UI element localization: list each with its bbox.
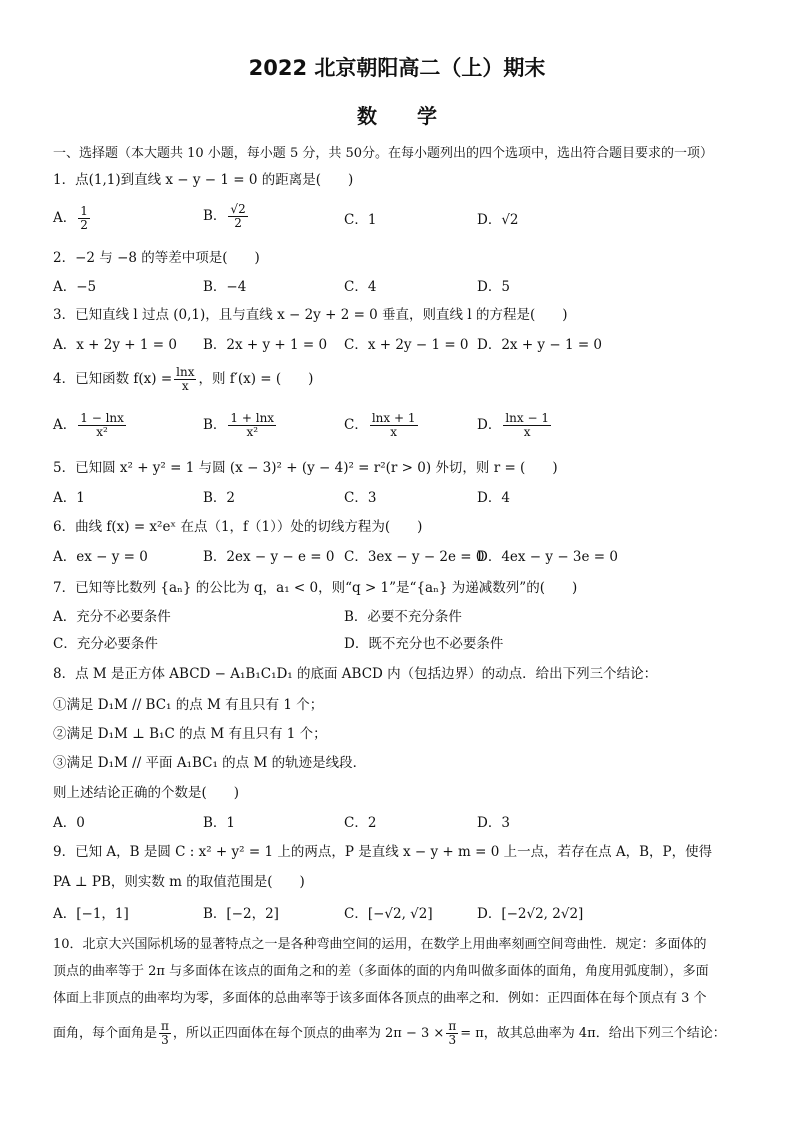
q8-statement-2: ②满足 D₁M ⊥ B₁C 的点 M 有且只有 1 个；	[53, 726, 327, 742]
q10-line4: 面角，每个面角是 $\frac{\pi}{3}$ ，所以正四面体在每个顶点的曲率为 2π − 3 × $\frac{\pi}{3}$ = π，故其总曲率为 4π．给出下列三个结论：	[53, 1019, 726, 1047]
q3-stem: 3．已知直线 l 过点 (0,1)，且与直线 x − 2y + 2 = 0 垂直，则直线 l 的方程是( )	[53, 307, 568, 323]
q4-b-fraction: $\frac{1 + \ln x}{\text{x²}}$	[230, 411, 275, 439]
q6-option-b: B．2ex − y − e = 0	[203, 549, 335, 565]
q8-question: 则上述结论正确的个数是( )	[53, 785, 240, 801]
q6-stem: 6．曲线 f(x) = x²eˣ 在点（1，f（1））处的切线方程为( )	[53, 519, 423, 535]
q1-stem: 1．点(1,1)到直线 x − y − 1 = 0 的距离是( )	[53, 172, 354, 188]
q10-fraction-2: $\frac{\pi}{3}$	[448, 1019, 457, 1047]
q1-a-fraction: $\frac{1}{2}$	[80, 204, 88, 232]
q5-stem: 5．已知圆 x² + y² = 1 与圆 (x − 3)² + (y − 4)² = r²(r > 0) 外切，则 r = ( )	[53, 460, 558, 476]
q3-option-c: C．x + 2y − 1 = 0	[344, 337, 469, 353]
q4-d-fraction: $\frac{\ln x - 1}{x}$	[505, 411, 549, 439]
q6-option-d: D．4ex − y − 3e = 0	[477, 549, 618, 565]
q2-option-a: A．−5	[53, 279, 97, 295]
q8-option-d: D．3	[477, 815, 510, 831]
q4-stem-fraction: $\frac{\ln x}{x}$	[176, 365, 195, 393]
q6-option-a: A．ex − y = 0	[53, 549, 148, 565]
q9-stem-line1: 9．已知 A，B 是圆 C : x² + y² = 1 上的两点，P 是直线 x − y + m = 0 上一点，若存在点 A，B，P，使得	[53, 844, 713, 860]
q4-c-fraction: $\frac{\ln x + 1}{x}$	[371, 411, 416, 439]
q8-statement-1: ①满足 D₁M // BC₁ 的点 M 有且只有 1 个；	[53, 697, 324, 713]
q3-option-a: A．x + 2y + 1 = 0	[53, 337, 177, 353]
q8-option-c: C．2	[344, 815, 377, 831]
q9-option-d: D．[−2√2, 2√2]	[477, 906, 584, 922]
q5-option-c: C．3	[344, 490, 377, 506]
q9-stem-line2: PA ⊥ PB，则实数 m 的取值范围是( )	[53, 874, 305, 890]
q5-option-b: B．2	[203, 490, 236, 506]
q8-option-a: A．0	[53, 815, 85, 831]
q8-statement-3: ③满足 D₁M // 平面 A₁BC₁ 的点 M 的轨迹是线段．	[53, 755, 367, 771]
q6-option-c: C．3ex − y − 2e = 0	[344, 549, 485, 565]
q7-stem: 7．已知等比数列 {aₙ} 的公比为 q，a₁ < 0，则“q > 1”是“{aₙ} 为递减数列”的( )	[53, 580, 578, 596]
q8-stem: 8．点 M 是正方体 ABCD − A₁B₁C₁D₁ 的底面 ABCD 内（包括边界）的动点．给出下列三个结论：	[53, 666, 658, 682]
q2-stem: 2．−2 与 −8 的等差中项是( )	[53, 250, 260, 266]
q4-option-b: B． $\frac{1 + \ln x}{\text{x²}}$	[203, 411, 275, 439]
q4-a-fraction: $\frac{1 - \ln x}{\text{x²}}$	[80, 411, 124, 439]
q4-option-c: C． $\frac{\ln x + 1}{x}$	[344, 411, 416, 439]
q4-option-a: A． $\frac{1 - \ln x}{\text{x²}}$	[53, 411, 124, 439]
q7-option-c: C．充分必要条件	[53, 636, 158, 652]
q3-option-b: B．2x + y + 1 = 0	[203, 337, 328, 353]
page-title: 2022 北京朝阳高二（上）期末	[248, 56, 546, 80]
q7-option-a: A．充分不必要条件	[53, 609, 171, 625]
q9-option-c: C．[−√2, √2]	[344, 906, 433, 922]
q1-option-c: C．1	[344, 212, 377, 228]
q1-option-a: A． $\frac{1}{2}$	[53, 204, 88, 232]
section-heading: 一、选择题（本大题共 10 小题，每小题 5 分，共 50分。在每小题列出的四个选项中，选出符合题目要求的一项）	[53, 146, 714, 161]
q4-option-d: D． $\frac{\ln x - 1}{x}$	[477, 411, 549, 439]
q7-option-d: D．既不充分也不必要条件	[344, 636, 504, 652]
q3-option-d: D．2x + y − 1 = 0	[477, 337, 603, 353]
q1-option-b: B． $\frac{√2}{2}$	[203, 202, 246, 230]
subject-title: 数 学	[357, 104, 437, 128]
q5-option-a: A．1	[53, 490, 85, 506]
q8-option-b: B．1	[203, 815, 236, 831]
q9-option-b: B．[−2，2]	[203, 906, 279, 922]
q10-line1: 10．北京大兴国际机场的显著特点之一是各种弯曲空间的运用，在数学上用曲率刻画空间弯曲性．规定：多面体的	[53, 937, 707, 952]
q2-option-b: B．−4	[203, 279, 247, 295]
q10-line2: 顶点的曲率等于 2π 与多面体在该点的面角之和的差（多面体的面的内角叫做多面体的面角，角度用弧度制），多面	[53, 964, 709, 979]
q4-stem: 4．已知函数 f(x) = $\frac{\ln x}{x}$ ，则 f′(x) = ( )	[53, 365, 314, 393]
q5-option-d: D．4	[477, 490, 510, 506]
q1-b-fraction: $\frac{√2}{2}$	[230, 202, 246, 230]
q1-option-d: D．√2	[477, 212, 519, 228]
q7-option-b: B．必要不充分条件	[344, 609, 462, 625]
q9-option-a: A．[−1，1]	[53, 906, 129, 922]
q10-line3: 体面上非顶点的曲率均为零，多面体的总曲率等于该多面体各顶点的曲率之和．例如：正四面体在每个顶点有 3 个	[53, 991, 707, 1006]
q2-option-d: D．5	[477, 279, 510, 295]
q10-fraction-1: $\frac{\pi}{3}$	[161, 1019, 169, 1047]
q2-option-c: C．4	[344, 279, 377, 295]
